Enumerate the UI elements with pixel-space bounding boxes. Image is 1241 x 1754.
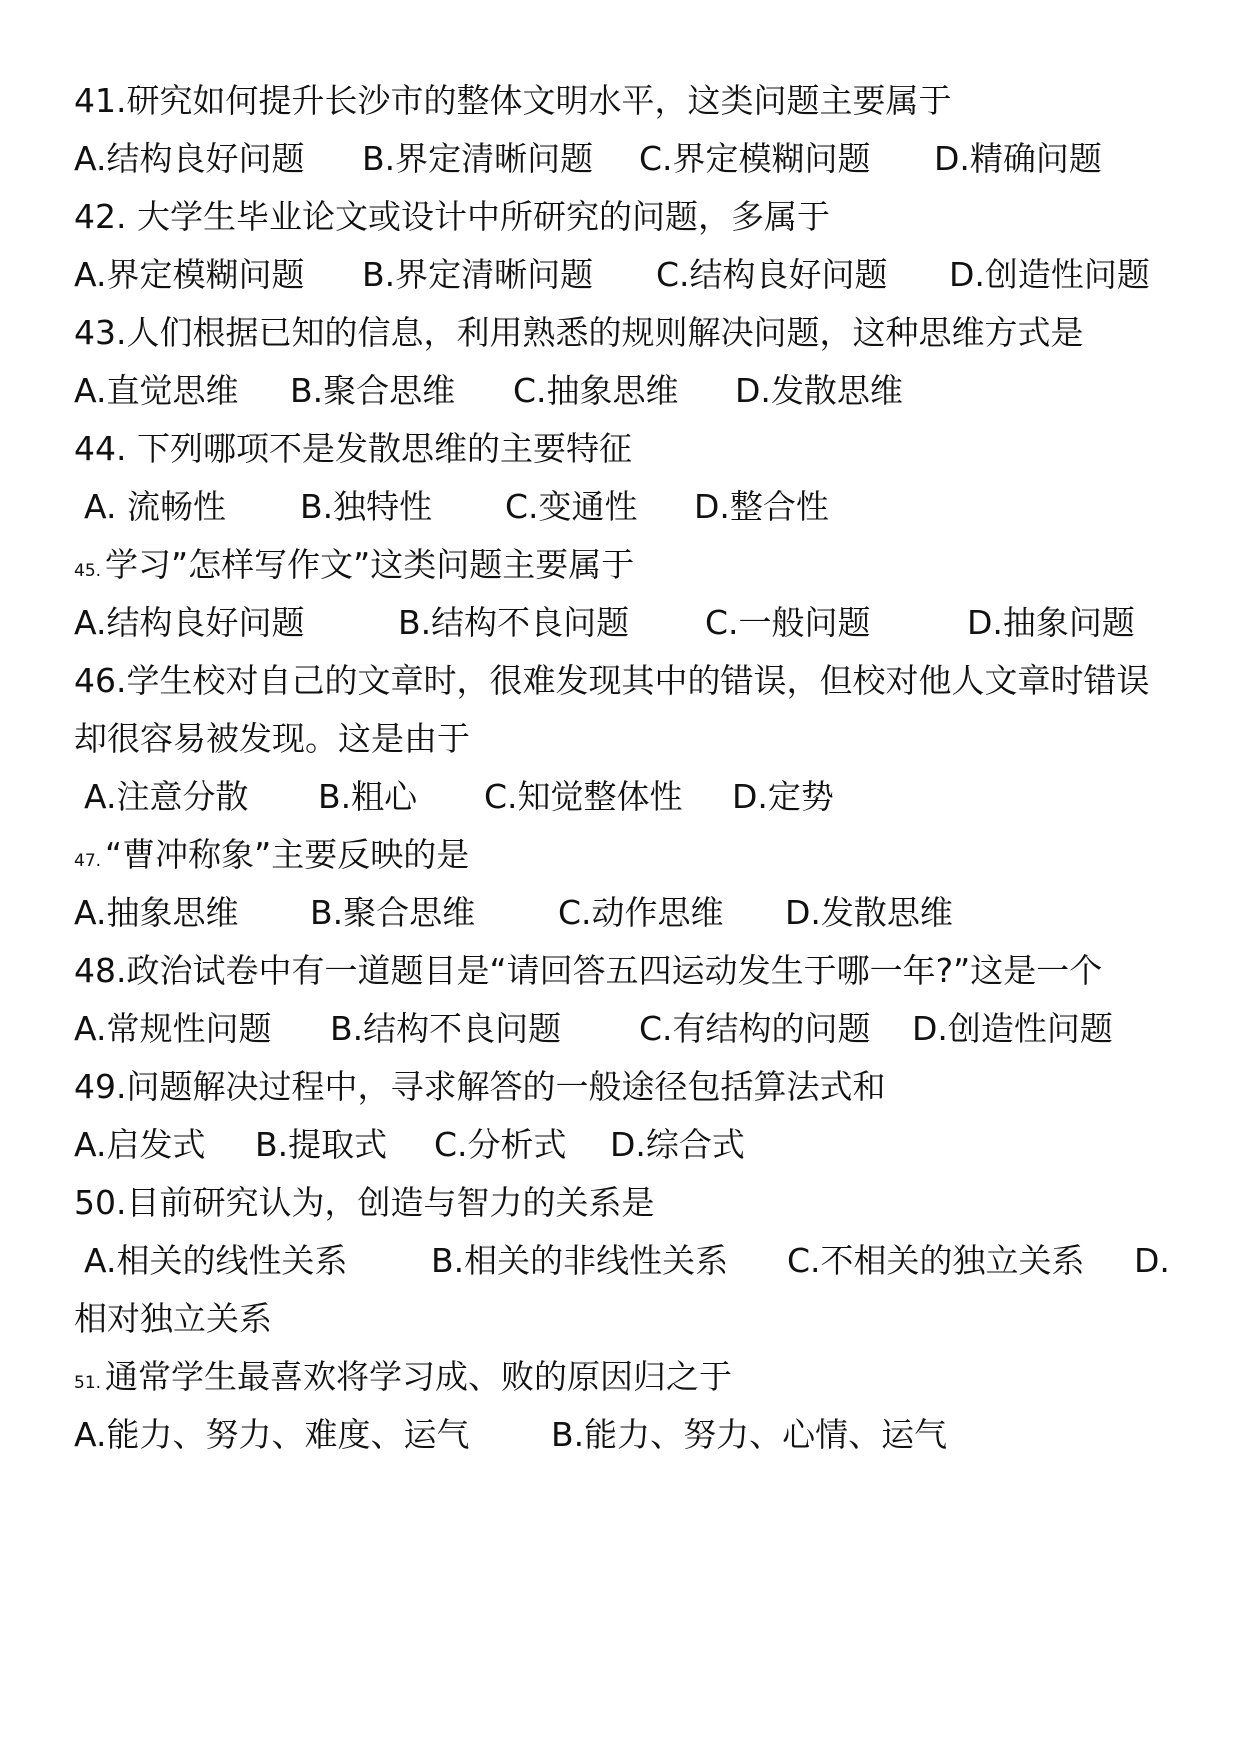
option-b: B.相关的非线性关系	[431, 1241, 729, 1280]
option-c: C.知觉整体性	[484, 777, 683, 816]
option-c: C.动作思维	[558, 893, 724, 932]
question-text-continued: 却很容易被发现。这是由于	[74, 719, 470, 758]
question-48-stem	[74, 951, 1102, 991]
option-d: D.创造性问题	[912, 1009, 1113, 1048]
option-a: A.注意分散	[84, 777, 249, 816]
option-b: B.聚合思维	[290, 371, 456, 410]
option-c: C.分析式	[434, 1125, 567, 1164]
option-d: D.创造性问题	[949, 255, 1150, 294]
question-number: 49.	[74, 1067, 127, 1106]
question-42-stem	[74, 197, 830, 237]
option-c: C.一般问题	[705, 603, 871, 642]
option-b: B.结构不良问题	[330, 1009, 562, 1048]
question-text: 目前研究认为，创造与智力的关系是	[126, 1183, 655, 1222]
option-a: A. 流畅性	[84, 487, 226, 526]
question-number: 43.	[74, 313, 127, 352]
option-a: A.常规性问题	[74, 1009, 272, 1048]
question-number: 45.	[74, 561, 102, 581]
question-number: 44.	[74, 429, 127, 468]
question-48-options	[74, 1009, 1174, 1049]
option-d: D.定势	[732, 777, 834, 816]
option-b: B.粗心	[318, 777, 418, 816]
option-c: C.抽象思维	[513, 371, 679, 410]
option-c: C.结构良好问题	[656, 255, 888, 294]
question-text: 学习”怎样写作文”这类问题主要属于	[105, 545, 635, 584]
question-50-options	[84, 1241, 1184, 1281]
option-b: B.能力、努力、心情、运气	[551, 1415, 948, 1454]
question-47-stem	[74, 835, 469, 875]
question-50-option-d-continued	[74, 1299, 272, 1339]
question-49-options	[74, 1125, 1174, 1165]
question-43-stem	[74, 313, 1083, 353]
question-text: 学生校对自己的文章时，很难发现其中的错误，但校对他人文章时错误	[126, 661, 1150, 700]
option-d: D.抽象问题	[967, 603, 1135, 642]
question-number: 51.	[74, 1373, 102, 1393]
option-d: D.精确问题	[934, 139, 1102, 178]
option-b: B.独特性	[300, 487, 433, 526]
option-b: B.界定清晰问题	[362, 139, 594, 178]
question-42-options	[74, 255, 1174, 295]
option-b: B.结构不良问题	[398, 603, 630, 642]
option-a: A.启发式	[74, 1125, 206, 1164]
question-51-stem	[74, 1357, 732, 1397]
option-d: D.发散思维	[785, 893, 953, 932]
question-46-options	[84, 777, 1184, 817]
option-b: B.聚合思维	[310, 893, 476, 932]
question-number: 47.	[74, 851, 102, 871]
question-49-stem	[74, 1067, 885, 1107]
option-a: A.直觉思维	[74, 371, 239, 410]
option-a: A.相关的线性关系	[84, 1241, 348, 1280]
option-b: B.提取式	[255, 1125, 388, 1164]
question-44-stem	[74, 429, 632, 469]
question-50-stem	[74, 1183, 654, 1223]
question-text: 人们根据已知的信息，利用熟悉的规则解决问题，这种思维方式是	[126, 313, 1084, 352]
option-d: D.发散思维	[735, 371, 903, 410]
option-a: A.能力、努力、难度、运气	[74, 1415, 470, 1454]
question-45-stem	[74, 545, 634, 585]
option-c: C.界定模糊问题	[639, 139, 871, 178]
question-number: 50.	[74, 1183, 127, 1222]
question-46-stem	[74, 661, 1149, 701]
option-a: A.界定模糊问题	[74, 255, 305, 294]
option-d: D.	[1134, 1241, 1170, 1280]
option-d-text: 相对独立关系	[74, 1299, 272, 1338]
question-number: 48.	[74, 951, 127, 990]
question-text: 下列哪项不是发散思维的主要特征	[126, 429, 632, 468]
option-b: B.界定清晰问题	[362, 255, 594, 294]
question-number: 46.	[74, 661, 127, 700]
option-d: D.整合性	[694, 487, 829, 526]
question-45-options	[74, 603, 1174, 643]
option-a: A.结构良好问题	[74, 139, 305, 178]
question-text: “曹冲称象”主要反映的是	[105, 835, 470, 874]
option-d: D.综合式	[610, 1125, 745, 1164]
option-a: A.结构良好问题	[74, 603, 305, 642]
question-number: 42.	[74, 197, 127, 236]
question-text: 政治试卷中有一道题目是“请回答五四运动发生于哪一年?”这是一个	[126, 951, 1103, 990]
question-text: 通常学生最喜欢将学习成、败的原因归之于	[105, 1357, 733, 1396]
question-number: 41.	[74, 81, 127, 120]
question-47-options	[74, 893, 1174, 933]
option-c: C.不相关的独立关系	[787, 1241, 1085, 1280]
option-a: A.抽象思维	[74, 893, 239, 932]
question-text: 研究如何提升长沙市的整体文明水平，这类问题主要属于	[126, 81, 952, 120]
question-46-stem-continued	[74, 719, 470, 759]
question-text: 问题解决过程中，寻求解答的一般途径包括算法式和	[126, 1067, 886, 1106]
question-51-options	[74, 1415, 1174, 1455]
question-44-options	[84, 487, 1184, 527]
question-41-options	[74, 139, 1174, 179]
option-c: C.有结构的问题	[639, 1009, 871, 1048]
question-text: 大学生毕业论文或设计中所研究的问题，多属于	[126, 197, 830, 236]
question-43-options	[74, 371, 1174, 411]
question-41-stem	[74, 81, 951, 121]
option-c: C.变通性	[505, 487, 638, 526]
